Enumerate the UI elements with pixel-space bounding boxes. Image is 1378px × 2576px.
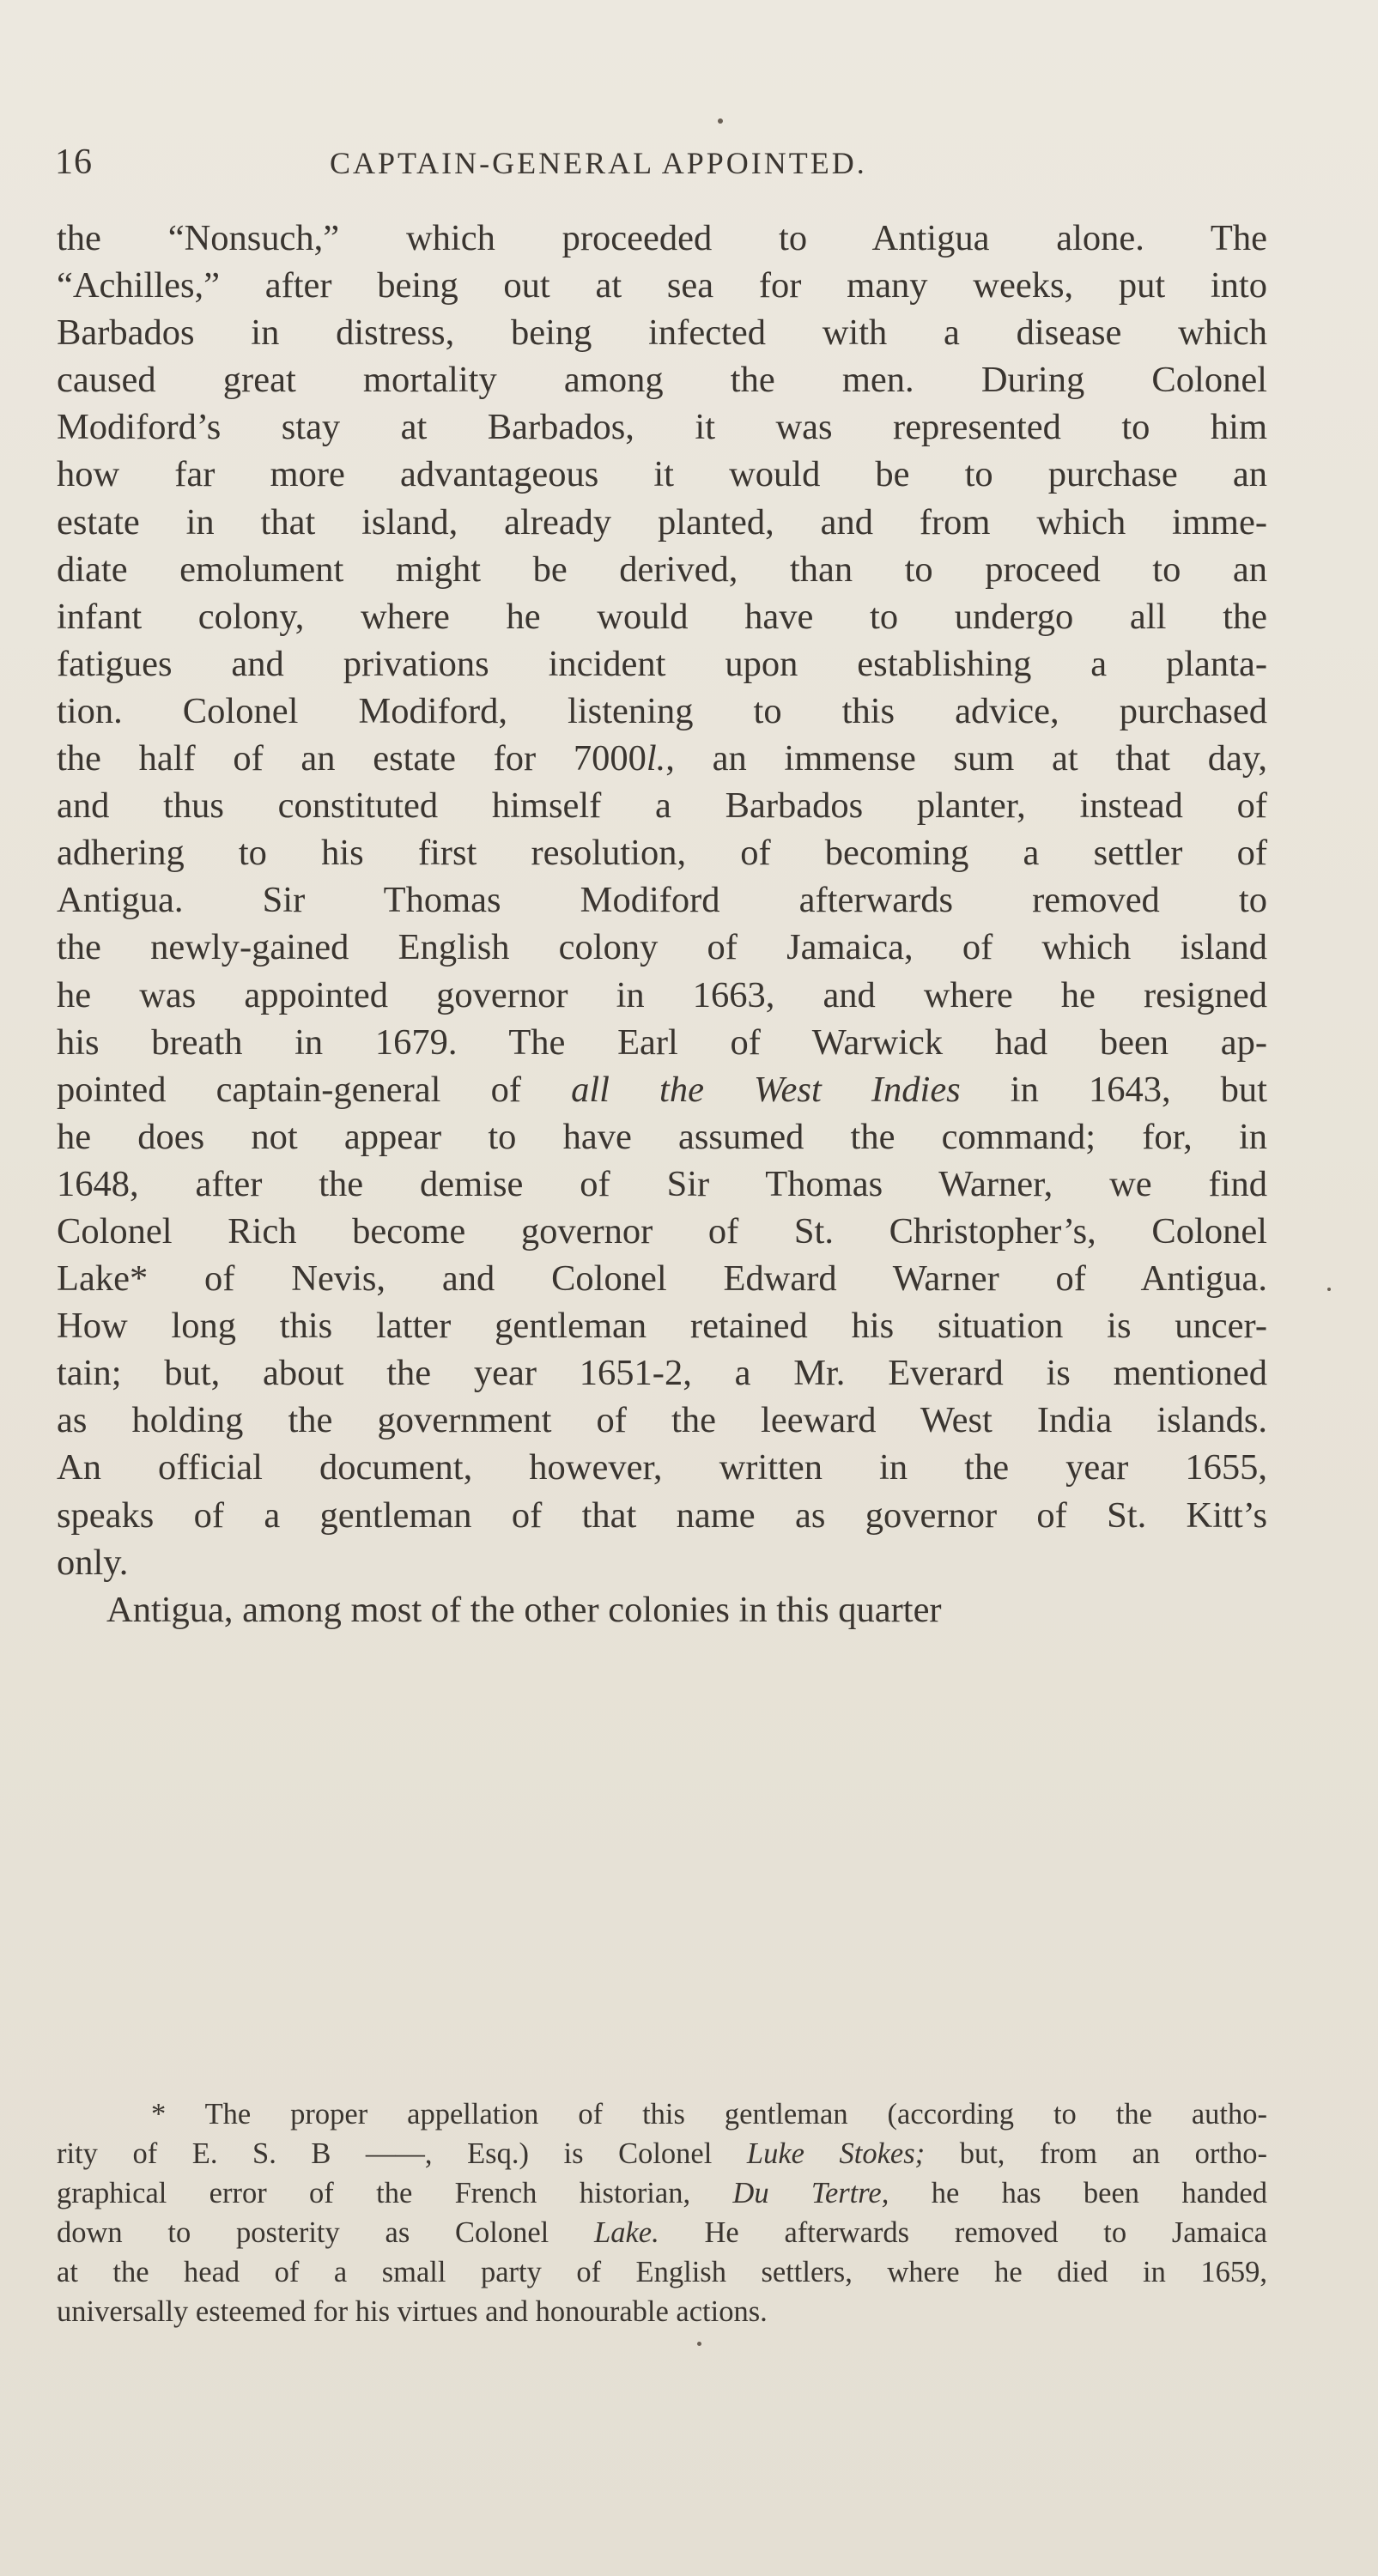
footnote-line: universally esteemed for his virtues and honourable actions. (57, 2295, 768, 2328)
text-line: the “Nonsuch,” which proceeded to Antigua alone. The (57, 218, 1267, 258)
footnote-line: graphical error of the French historian, Du Tertre, he has been handed (57, 2177, 1267, 2209)
text-line: tion. Colonel Modiford, listening to this advice, purchased (57, 690, 1267, 731)
text-line: Lake* of Nevis, and Colonel Edward Warner of Antigua. (57, 1258, 1267, 1300)
page-header (55, 142, 1334, 193)
text-line: caused great mortality among the men. During Colonel (57, 360, 1267, 401)
text-line: estate in that island, already planted, and from which imme- (57, 501, 1267, 542)
text-line: infant colony, where he would have to undergo all the (57, 596, 1267, 637)
text-line: fatigues and privations incident upon establishing a planta- (57, 643, 1267, 684)
text-line: he was appointed governor in 1663, and where he resigned (57, 974, 1267, 1015)
text-line: his breath in 1679. The Earl of Warwick had been ap- (57, 1021, 1267, 1063)
text-line: he does not appear to have assumed the command; for, in (57, 1116, 1267, 1157)
text-line: only. (57, 1542, 129, 1583)
text-line: Modiford’s stay at Barbados, it was represented to him (57, 407, 1267, 448)
text-line: the newly-gained English colony of Jamaica, of which island (57, 927, 1267, 968)
footnote-line: * The proper appellation of this gentleman (according to the autho- (151, 2098, 1267, 2131)
text-line: adhering to his first resolution, of becoming a settler of (57, 833, 1267, 874)
text-line: 1648, after the demise of Sir Thomas Warner, we find (57, 1163, 1267, 1204)
text-line: Barbados in distress, being infected with a disease which (57, 312, 1267, 354)
running-head: CAPTAIN-GENERAL APPOINTED. (330, 146, 867, 180)
text-line: An official document, however, written in the year 1655, (57, 1447, 1267, 1488)
text-line: tain; but, about the year 1651-2, a Mr. Everard is mentioned (57, 1353, 1267, 1394)
text-line: How long this latter gentleman retained his situation is uncer- (57, 1306, 1267, 1347)
ink-speck (1327, 1288, 1331, 1291)
text-line: diate emolument might be derived, than to proceed to an (57, 549, 1267, 590)
text-line: pointed captain-general of all the West Indies in 1643, but (57, 1069, 1267, 1110)
footnote (57, 2094, 1267, 2331)
footnote-line: rity of E. S. B ——, Esq.) is Colonel Luke Stokes; but, from an ortho- (57, 2137, 1267, 2170)
page-number: 16 (55, 142, 93, 182)
text-line: speaks of a gentleman of that name as governor of St. Kitt’s (57, 1494, 1267, 1536)
text-line: “Achilles,” after being out at sea for many weeks, put into (57, 265, 1267, 306)
text-line: how far more advantageous it would be to purchase an (57, 454, 1267, 495)
text-line: and thus constituted himself a Barbados planter, instead of (57, 785, 1267, 827)
ink-speck (718, 118, 723, 124)
footnote-line: down to posterity as Colonel Lake. He afterwards removed to Jamaica (57, 2216, 1267, 2249)
text-line: the half of an estate for 7000l., an immense sum at that day, (57, 738, 1267, 779)
ink-speck (697, 2342, 701, 2346)
footnote-line: at the head of a small party of English settlers, where he died in 1659, (57, 2256, 1267, 2288)
body-text (57, 215, 1267, 1633)
text-line: Antigua, among most of the other colonies in this quarter (106, 1589, 942, 1630)
text-line: Antigua. Sir Thomas Modiford afterwards removed to (57, 880, 1267, 921)
text-line: Colonel Rich become governor of St. Christopher’s, Colonel (57, 1210, 1267, 1252)
text-line: as holding the government of the leeward West India islands. (57, 1400, 1267, 1441)
